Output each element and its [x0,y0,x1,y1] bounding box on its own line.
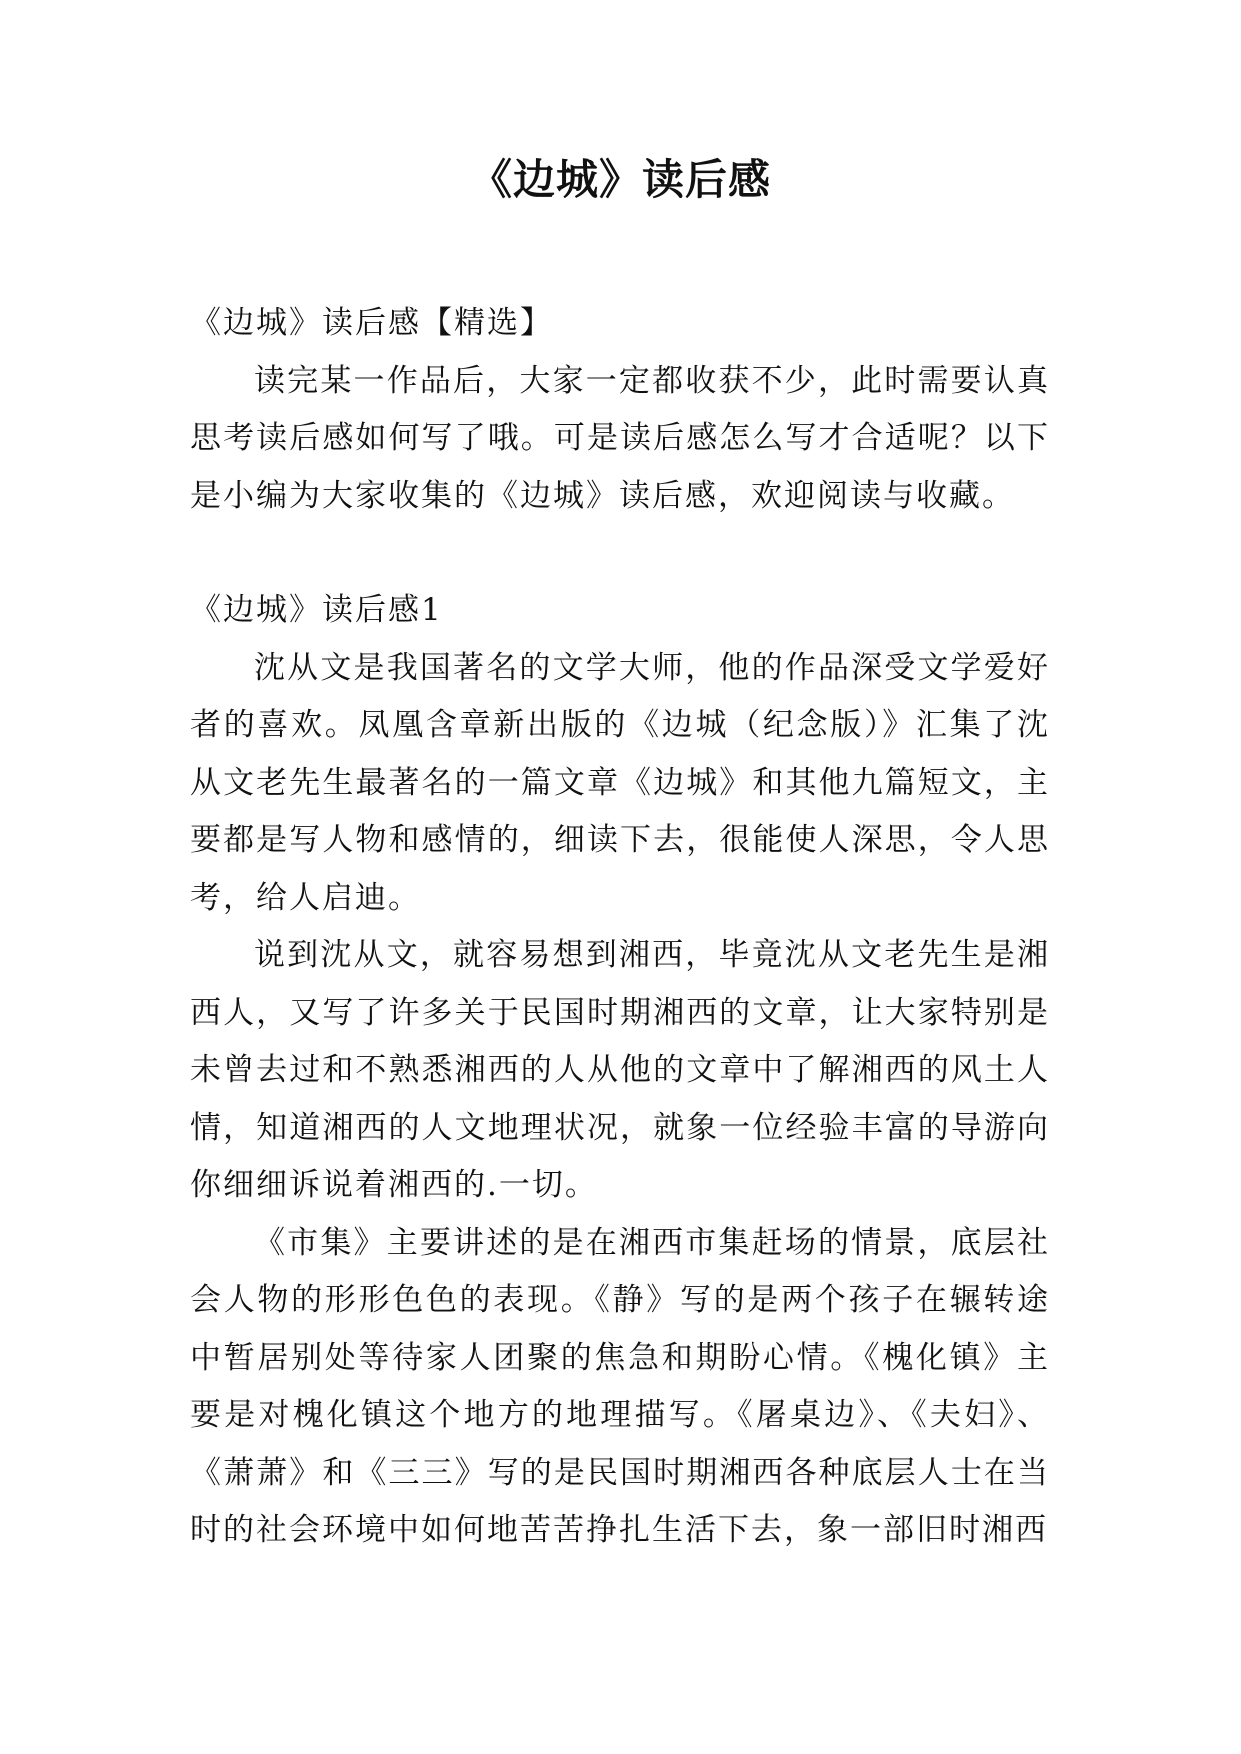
document-body [190,295,1050,1560]
body-paragraph: 沈从文是我国著名的文学大师，他的作品深受文学爱好者的喜欢。凤凰含章新出版的《边城（纪念版）》汇集了沈从文老先生最著名的一篇文章《边城》和其他九篇短文，主要都是写人物和感情的，细读下去，很能使人深思，令人思考，给人启迪。 [190,649,1050,916]
section-spacer [190,525,1050,582]
document-title: 《边城》读后感 [469,155,771,204]
intro-paragraph: 读完某一作品后，大家一定都收获不少，此时需要认真思考读后感如何写了哦。可是读后感怎么写才合适呢？以下是小编为大家收集的《边城》读后感，欢迎阅读与收藏。 [190,362,1050,514]
body-paragraph: 说到沈从文，就容易想到湘西，毕竟沈从文老先生是湘西人，又写了许多关于民国时期湘西的文章，让大家特别是未曾去过和不熟悉湘西的人从他的文章中了解湘西的风土人情，知道湘西的人文地理状况，就象一位经验丰富的导游向你细细诉说着湘西的.一切。 [190,937,1050,1203]
section-heading: 《边城》读后感1 [190,592,443,628]
body-paragraph: 《市集》主要讲述的是在湘西市集赶场的情景，底层社会人物的形形色色的表现。《静》写的是两个孩子在辗转途中暂居别处等待家人团聚的焦急和期盼心情。《槐化镇》主要是对槐化镇这个地方的地理描写。《屠桌边》、《夫妇》、《萧萧》和《三三》写的是民国时期湘西各种底层人士在当时的社会环境中如何地苦苦挣扎生活下去，象一部旧时湘西 [190,1224,1050,1548]
intro-heading: 《边城》读后感【精选】 [190,305,553,341]
